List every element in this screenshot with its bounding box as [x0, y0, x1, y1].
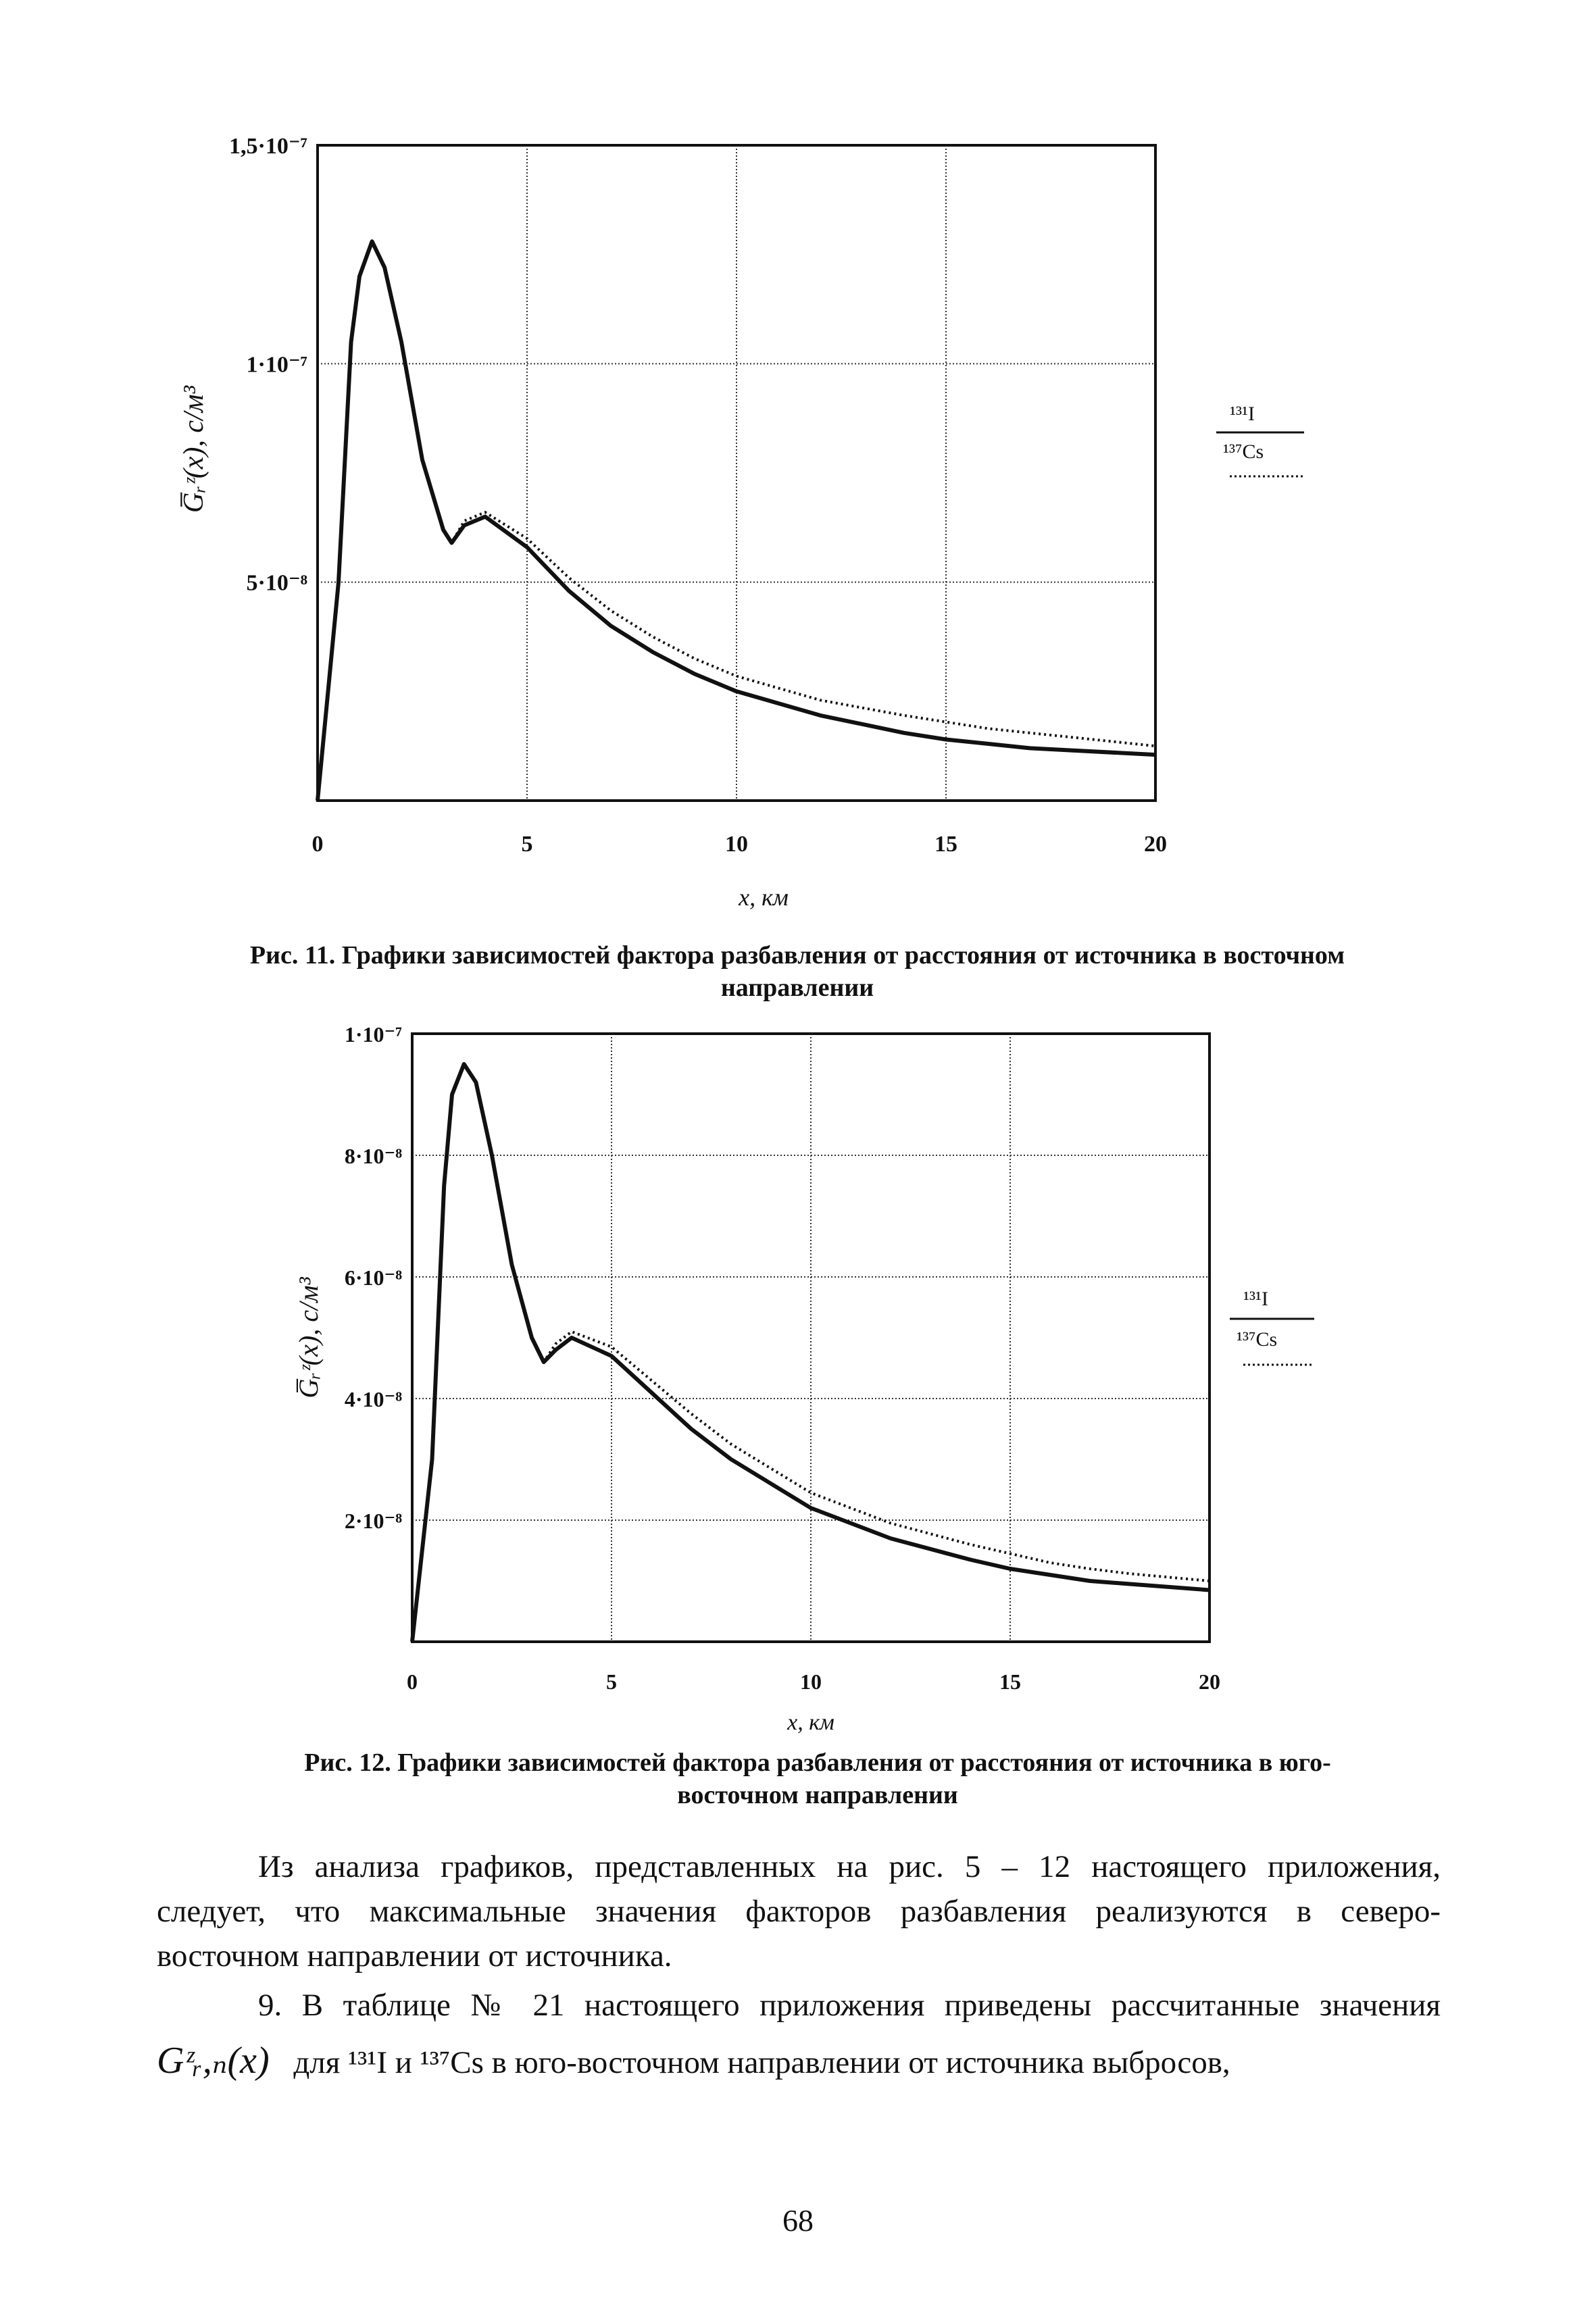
x-tick-label: 20: [1144, 832, 1167, 857]
y-tick-label: 1,5·10⁻⁷: [229, 134, 307, 159]
legend-label-i131: ¹³¹I: [1230, 403, 1255, 425]
caption-line: восточном направлении: [677, 1781, 958, 1809]
legend: [1216, 403, 1304, 476]
formula: Gᶻᵣ,ₙ(x): [157, 2040, 270, 2082]
x-tick-label: 0: [311, 832, 324, 857]
caption-line: Рис. 12. Графики зависимостей фактора разбавления от расстояния от источника в юго-: [304, 1749, 1331, 1777]
y-tick-label: 6·10⁻⁸: [344, 1265, 402, 1290]
legend-label-cs137: ¹³⁷Cs: [1223, 441, 1264, 463]
legend-label-i131: ¹³¹I: [1243, 1288, 1268, 1310]
y-axis-label: G̅ᵣᶻ(x), с/м³: [293, 1277, 324, 1399]
body-line: следует, что максимальные значения факторов разбавления реализуются в северо-: [157, 1894, 1441, 1929]
body-paragraph-1: [157, 1844, 1441, 1978]
figure-11-chart: [0, 0, 1596, 959]
x-tick-label: 10: [800, 1669, 822, 1694]
body-line: Из анализа графиков, представленных на рис. 5 – 12 настоящего приложения,: [258, 1849, 1441, 1884]
x-tick-label: 15: [999, 1669, 1021, 1694]
x-axis-label: x, км: [739, 884, 789, 911]
x-tick-label: 5: [521, 832, 533, 857]
y-tick-label: 1·10⁻⁷: [246, 352, 307, 378]
y-axis-label: G̅ᵣᶻ(x), с/м³: [178, 385, 209, 513]
page-number: 68: [782, 2203, 814, 2238]
body-line: 9. В таблице № 21 настоящего приложения приведены рассчитанные значения: [258, 1988, 1441, 2023]
caption-line: направлении: [720, 974, 874, 1002]
y-tick-label: 1·10⁻⁷: [344, 1022, 402, 1047]
y-tick-label: 2·10⁻⁸: [344, 1509, 402, 1533]
y-tick-label: 5·10⁻⁸: [246, 570, 307, 596]
body-line: восточном направлении от источника.: [157, 1938, 672, 1973]
x-tick-label: 15: [934, 832, 957, 857]
y-tick-label: 8·10⁻⁸: [344, 1144, 402, 1168]
body-paragraph-2: [157, 1983, 1441, 2085]
y-tick-label: 4·10⁻⁸: [344, 1387, 402, 1411]
legend-label-cs137: ¹³⁷Cs: [1237, 1328, 1278, 1351]
body-line: для ¹³¹I и ¹³⁷Cs в юго-восточном направлении от источника выбросов,: [293, 2045, 1230, 2080]
caption-line: Рис. 11. Графики зависимостей фактора разбавления от расстояния от источника в восточном: [249, 941, 1345, 970]
x-axis-label: x, км: [787, 1710, 834, 1735]
x-tick-label: 10: [725, 832, 748, 857]
legend: [1230, 1288, 1314, 1365]
figure-12-caption: [203, 1746, 1432, 1811]
x-tick-label: 5: [606, 1669, 617, 1694]
x-tick-label: 0: [407, 1669, 418, 1694]
figure-12-chart: [0, 986, 1596, 1736]
x-tick-label: 20: [1199, 1669, 1220, 1694]
